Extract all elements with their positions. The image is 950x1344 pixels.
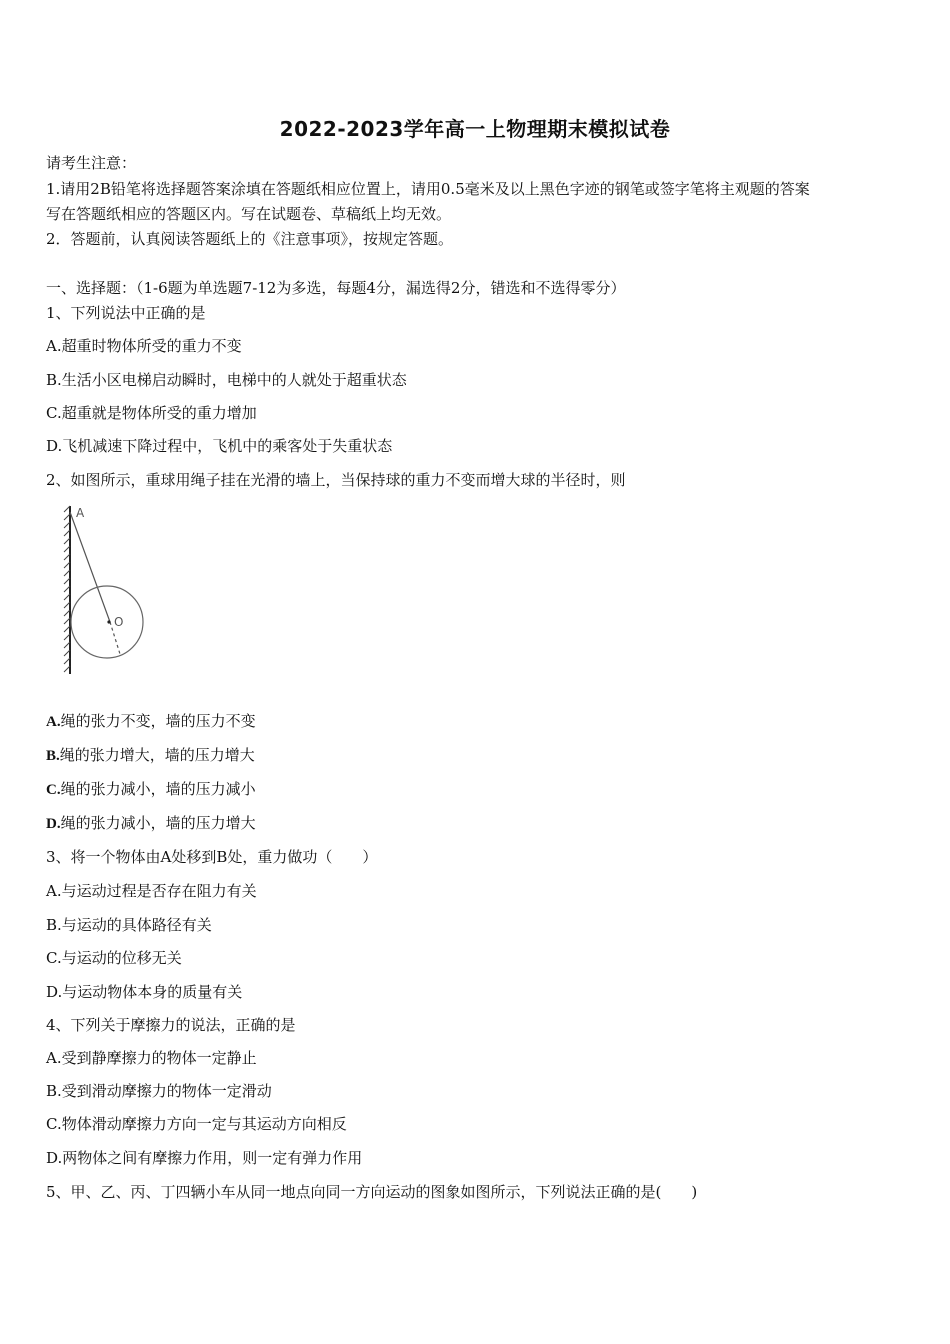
- ball-on-wall-diagram: [60, 502, 160, 677]
- label-a: A: [76, 506, 85, 520]
- notice-line-1: 1.请用2B铅笔将选择题答案涂填在答题纸相应位置上，请用0.5毫米及以上黑色字迹的钢笔或签字笔将主观题的答案: [46, 180, 810, 198]
- q3-stem: 3、将一个物体由A处移到B处，重力做功（ ）: [46, 848, 378, 866]
- q4-option-b: B.受到滑动摩擦力的物体一定滑动: [46, 1082, 272, 1100]
- q2-option-c-text: 绳的张力减小，墙的压力减小: [60, 780, 256, 798]
- q1-option-b: B.生活小区电梯启动瞬时，电梯中的人就处于超重状态: [46, 371, 407, 389]
- q2-option-c-letter: C.: [46, 782, 61, 798]
- q1-option-c: C.超重就是物体所受的重力增加: [46, 404, 257, 422]
- notice-line-1-continued: 写在答题纸相应的答题区内。写在试题卷、草稿纸上均无效。: [46, 205, 452, 223]
- q2-option-b: [46, 744, 255, 765]
- q1-option-a: A.超重时物体所受的重力不变: [46, 337, 242, 355]
- exam-title: 2022-2023学年高一上物理期末模拟试卷: [279, 117, 671, 141]
- q2-figure: [60, 502, 160, 677]
- q4-option-c: C.物体滑动摩擦力方向一定与其运动方向相反: [46, 1115, 347, 1133]
- q2-option-b-letter: B.: [46, 748, 60, 764]
- q2-option-d-letter: D.: [46, 816, 61, 832]
- notice-heading: 请考生注意：: [46, 154, 137, 172]
- q2-option-a-letter: A.: [46, 714, 61, 730]
- q1-option-d: D.飞机减速下降过程中，飞机中的乘客处于失重状态: [46, 437, 393, 455]
- q1-stem: 1、下列说法中正确的是: [46, 304, 206, 322]
- q2-option-d: [46, 812, 256, 833]
- section-heading: 一、选择题：（1-6题为单选题7-12为多选，每题4分，漏选得2分，错选和不选得零分）: [46, 279, 626, 297]
- ball-center-dot: [107, 620, 110, 623]
- q3-option-d: D.与运动物体本身的质量有关: [46, 983, 243, 1001]
- q3-option-a: A.与运动过程是否存在阻力有关: [46, 882, 257, 900]
- q2-stem: 2、如图所示，重球用绳子挂在光滑的墙上，当保持球的重力不变而增大球的半径时，则: [46, 471, 626, 489]
- q4-option-a: A.受到静摩擦力的物体一定静止: [46, 1049, 257, 1067]
- q4-stem: 4、下列关于摩擦力的说法，正确的是: [46, 1016, 296, 1034]
- rope-line: [70, 512, 110, 622]
- q2-option-d-text: 绳的张力减小，墙的压力增大: [60, 814, 256, 832]
- ball-circle: [71, 586, 143, 658]
- notice-line-2: 2．答题前，认真阅读答题纸上的《注意事项》，按规定答题。: [46, 230, 454, 248]
- q2-option-a: [46, 710, 256, 731]
- q5-stem: 5、甲、乙、丙、丁四辆小车从同一地点向同一方向运动的图象如图所示，下列说法正确的是( ): [46, 1183, 698, 1201]
- q2-option-c: [46, 778, 256, 799]
- q2-option-a-text: 绳的张力不变，墙的压力不变: [60, 712, 256, 730]
- q2-option-b-text: 绳的张力增大，墙的压力增大: [59, 746, 255, 764]
- q4-option-d: D.两物体之间有摩擦力作用，则一定有弹力作用: [46, 1149, 363, 1167]
- q3-option-c: C.与运动的位移无关: [46, 949, 182, 967]
- q3-option-b: B.与运动的具体路径有关: [46, 916, 212, 934]
- label-o: O: [114, 615, 124, 629]
